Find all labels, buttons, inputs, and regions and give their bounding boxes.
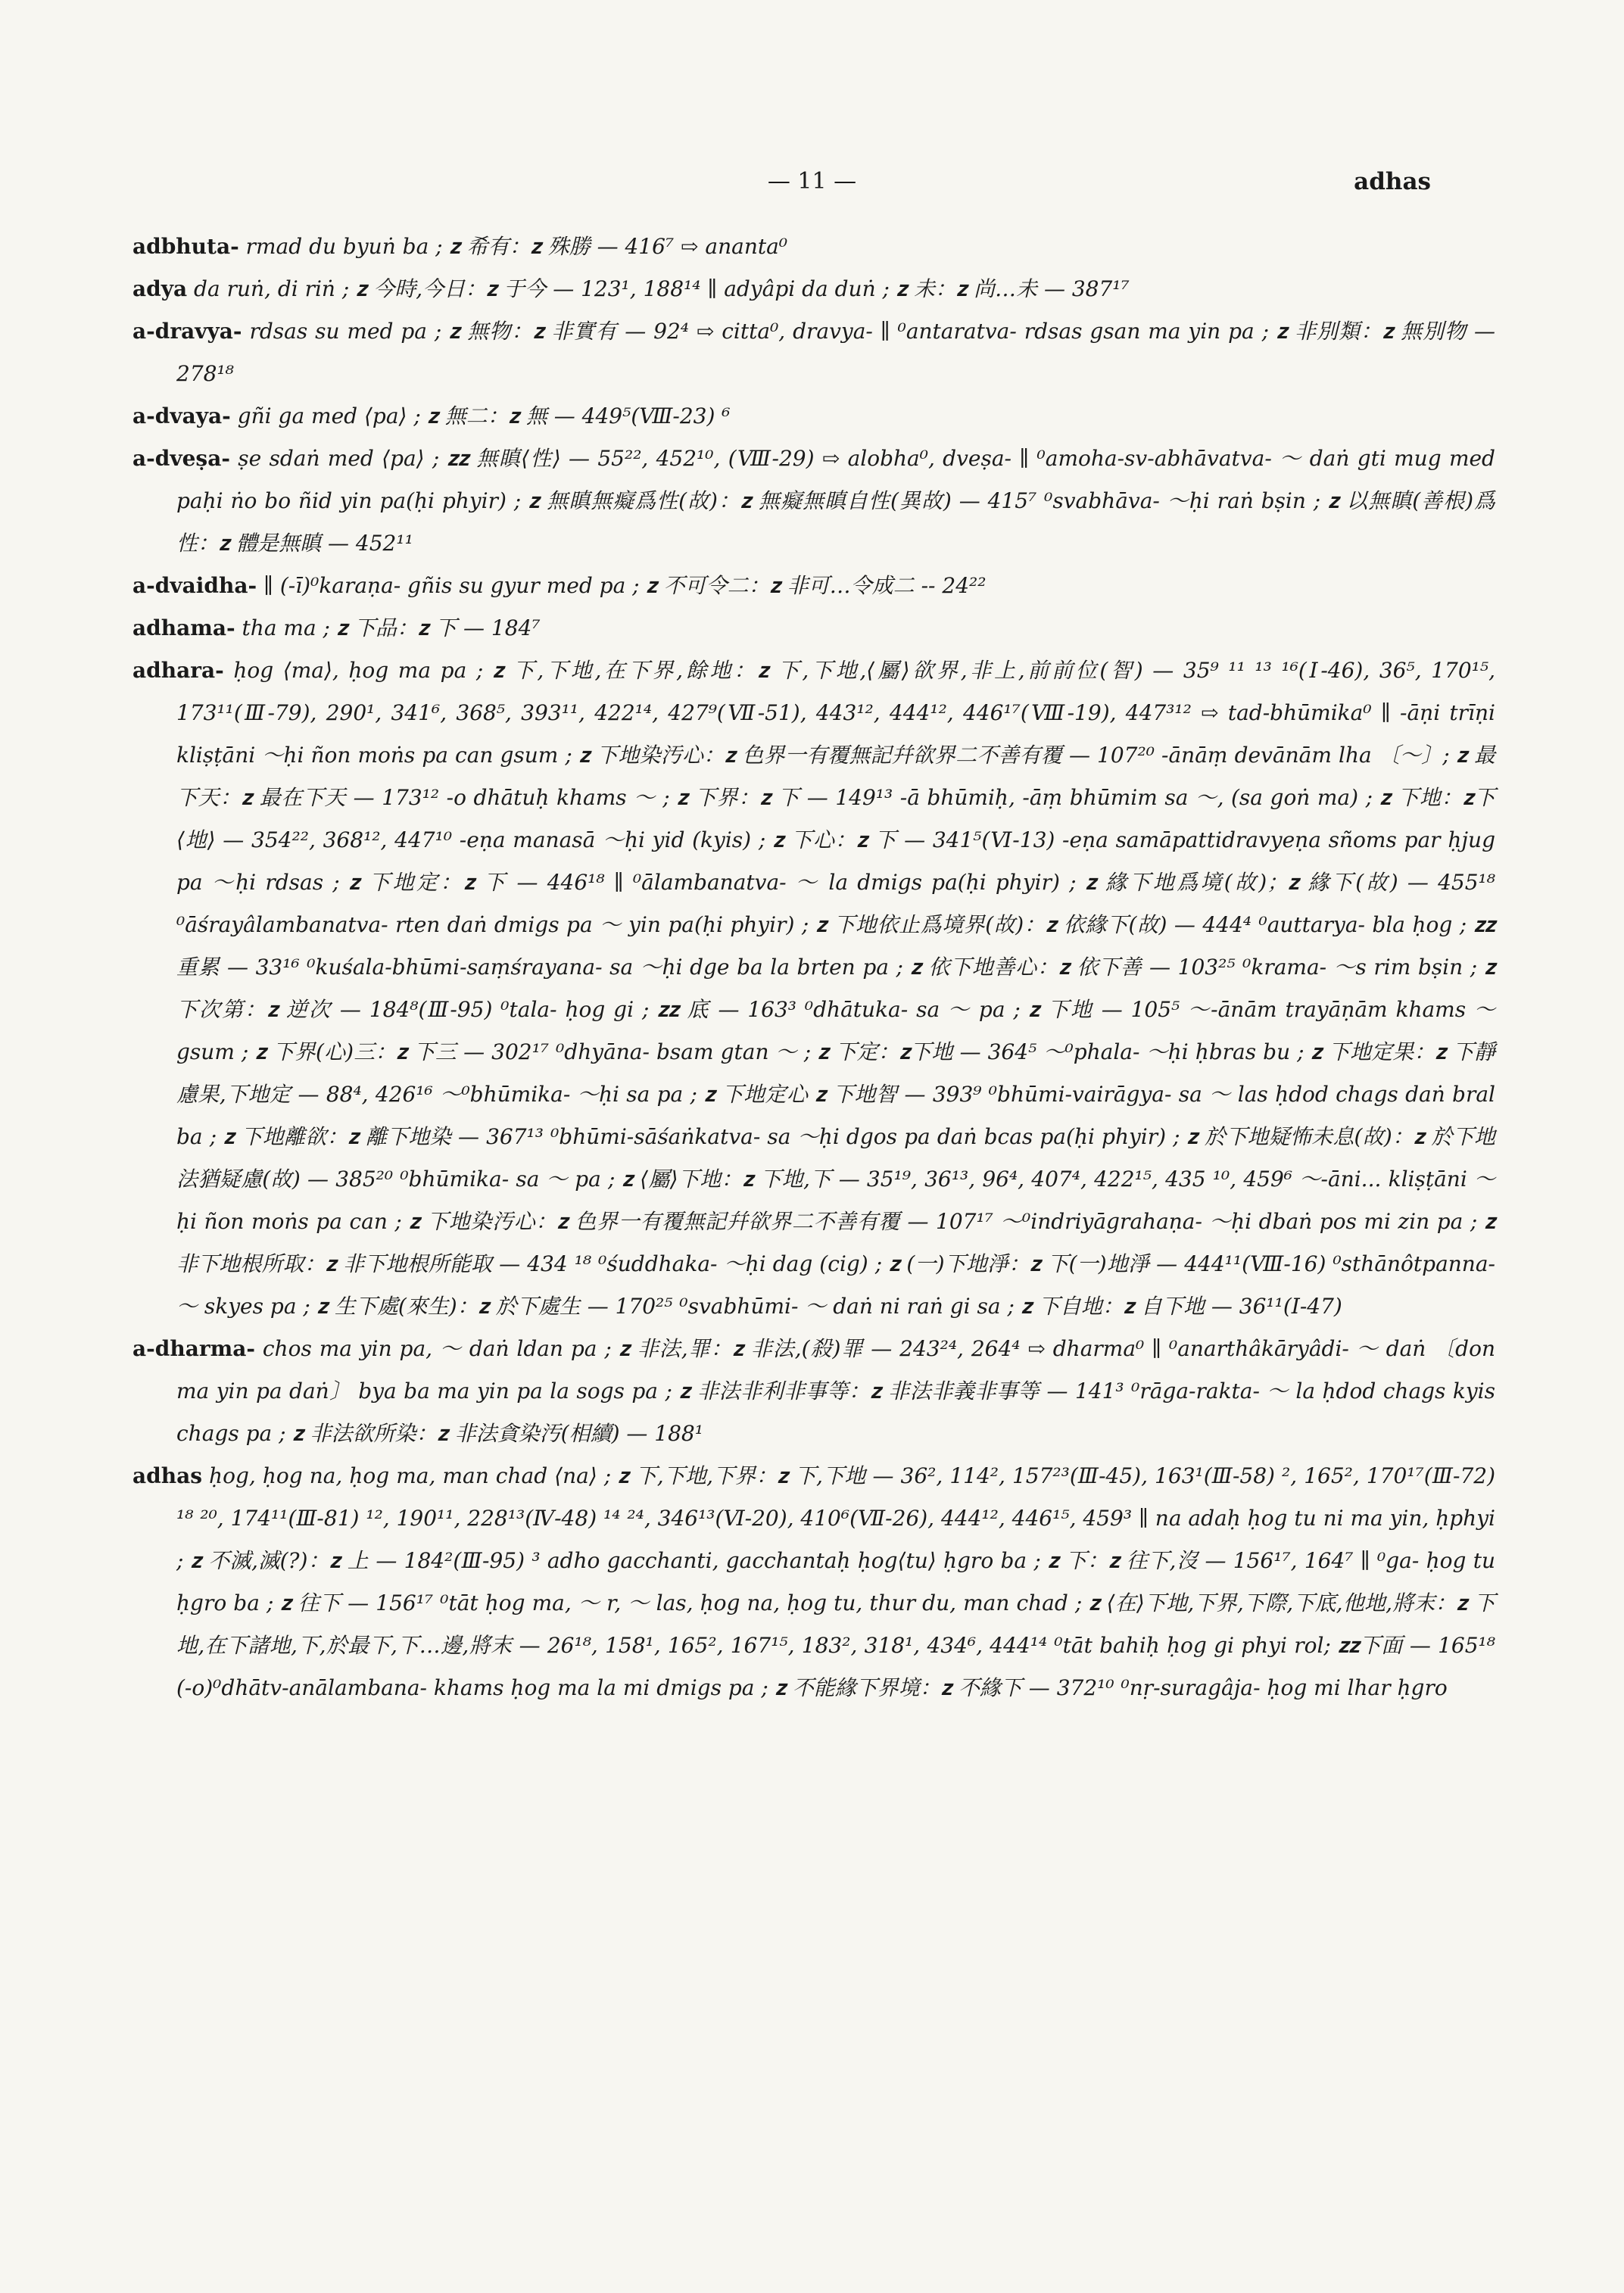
entry-headword: adhama- bbox=[132, 615, 235, 640]
entry-body: ∥ (-ī)⁰karaṇa- gñis su gyur med pa ; 𝐳 不可令二：𝐳 非可…令成二 -- 24²² bbox=[263, 573, 987, 598]
entry-headword: a-dvaya- bbox=[132, 403, 231, 428]
entry-headword: adbhuta- bbox=[132, 234, 239, 259]
entry-headword: a-dvaidha- bbox=[132, 573, 257, 598]
entry-headword: adhara- bbox=[132, 658, 224, 683]
dictionary-entry bbox=[132, 1328, 1495, 1455]
entry-body: da ruṅ, di riṅ ; 𝐳 今時,今日：𝐳 于今 — 123¹, 188¹⁴ ∥ adyâpi da duṅ ; 𝐳 未：𝐳 尚…未 — 387¹⁷ bbox=[194, 276, 1130, 301]
page-header bbox=[0, 168, 1624, 198]
dictionary-entry bbox=[132, 650, 1495, 1328]
entry-body: rmad du byuṅ ba ; 𝐳 希有：𝐳 殊勝 — 416⁷ ⇨ ananta⁰ bbox=[245, 234, 788, 259]
page-number: — 11 — bbox=[767, 168, 857, 195]
dictionary-entry bbox=[132, 438, 1495, 565]
entry-body: rdsas su med pa ; 𝐳 無物：𝐳 非實有 — 92⁴ ⇨ citta⁰, dravya- ∥ ⁰antaratva- rdsas gsan ma yin pa ; 𝐳 非別類：𝐳 無別物 — 278¹⁸ bbox=[176, 319, 1495, 386]
dictionary-entry bbox=[132, 565, 1495, 607]
entry-body: tha ma ; 𝐳 下品：𝐳 下 — 184⁷ bbox=[242, 615, 541, 640]
dictionary-entry bbox=[132, 310, 1495, 395]
dictionary-entry bbox=[132, 226, 1495, 268]
entry-body: ṣe sdaṅ med ⟨pa⟩ ; 𝐳𝐳 無瞋⟨性⟩ — 55²², 452¹⁰, (Ⅷ-29) ⇨ alobha⁰, dveṣa- ∥ ⁰amoha-sv-abhāvatva- ～ daṅ gti mug med paḥi ṅo bo ñid yin pa(ḥi phyir) ; 𝐳 無瞋無癡爲性(故)：𝐳 無癡無瞋自性(異故) — 415⁷ ⁰svabhāva- ～ḥi raṅ bṣin ; 𝐳 以無瞋(善根)爲性：𝐳 體是無瞋 — 452¹¹ bbox=[176, 446, 1495, 556]
running-head: adhas bbox=[1354, 168, 1431, 195]
dictionary-entry bbox=[132, 268, 1495, 310]
entry-headword: adhas bbox=[132, 1463, 202, 1488]
dictionary-entry bbox=[132, 607, 1495, 650]
entry-body: ḥog ⟨ma⟩, ḥog ma pa ; 𝐳 下,下地,在下界,餘地：𝐳 下,下地,⟨屬⟩欲界,非上,前前位(智) — 35⁹ ¹¹ ¹³ ¹⁶(Ⅰ-46), 36⁵, 170¹⁵, 173¹¹(Ⅲ-79), 290¹, 341⁶, 368⁵, 393¹¹, 422¹⁴, 427⁹(Ⅶ-51), 443¹², 444¹², 446¹⁷(Ⅷ-19), 447³¹² ⇨ tad-bhūmika⁰ ∥ -āṇi trīṇi kliṣṭāni ～ḥi ñon moṅs pa can gsum ; 𝐳 下地染汚心：𝐳 色界一有覆無記幷欲界二不善有覆 — 107²⁰ -ānāṃ devānām lha 〔～〕; 𝐳 最下天：𝐳 最在下天 — 173¹² -o dhātuḥ khams ～ ; 𝐳 下界：𝐳 下 — 149¹³ -ā bhūmiḥ, -āṃ bhūmim sa ～, (sa goṅ ma) ; 𝐳 下地：𝐳下⟨地⟩ — 354²², 368¹², 447¹⁰ -eṇa manasā ～ḥi yid (kyis) ; 𝐳 下心：𝐳 下 — 341⁵(Ⅵ-13) -eṇa samāpattidravyeṇa sñoms par ḥjug pa ～ḥi rdsas ; 𝐳 下地定：𝐳 下 — 446¹⁸ ∥ ⁰ālambanatva- ～ la dmigs pa(ḥi phyir) ; 𝐳 緣下地爲境(故)；𝐳 緣下(故) — 455¹⁸ ⁰āśrayâlambanatva- rten daṅ dmigs pa ～ yin pa(ḥi phyir) ; 𝐳 下地依止爲境界(故)：𝐳 依緣下(故) — 444⁴ ⁰auttarya- bla ḥog ; 𝐳𝐳 重累 — 33¹⁶ ⁰kuśala-bhūmi-saṃśrayana- sa ～ḥi dge ba la brten pa ; 𝐳 依下地善心：𝐳 依下善 — 103²⁵ ⁰krama- ～s rim bṣin ; 𝐳 下次第：𝐳 逆次 — 184⁸(Ⅲ-95) ⁰tala- ḥog gi ; 𝐳𝐳 底 — 163³ ⁰dhātuka- sa ～ pa ; 𝐳 下地 — 105⁵ ～-ānām trayāṇām khams ～ gsum ; 𝐳 下界(心)三：𝐳 下三 — 302¹⁷ ⁰dhyāna- bsam gtan ～ ; 𝐳 下定：𝐳下地 — 364⁵ ～⁰phala- ～ḥi ḥbras bu ; 𝐳 下地定果：𝐳 下靜慮果,下地定 — 88⁴, 426¹⁶ ～⁰bhūmika- ～ḥi sa pa ; 𝐳 下地定心 𝐳 下地智 — 393⁹ ⁰bhūmi-vairāgya- sa ～ las ḥdod chags daṅ bral ba ; 𝐳 下地離欲：𝐳 離下地染 — 367¹³ ⁰bhūmi-sāśaṅkatva- sa ～ḥi dgos pa daṅ bcas pa(ḥi phyir) ; 𝐳 於下地疑怖未息(故)：𝐳 於下地法猶疑慮(故) — 385²⁰ ⁰bhūmika- sa ～ pa ; 𝐳 ⟨屬⟩下地：𝐳 下地,下 — 35¹⁹, 36¹³, 96⁴, 407⁴, 422¹⁵, 435 ¹⁰, 459⁶ ～-āni... kliṣṭāni ～ḥi ñon moṅs pa can ; 𝐳 下地染汚心：𝐳 色界一有覆無記幷欲界二不善有覆 — 107¹⁷ ～⁰indriyāgrahaṇa- ～ḥi dbaṅ pos mi zin pa ; 𝐳 非下地根所取：𝐳 非下地根所能取 — 434 ¹⁸ ⁰śuddhaka- ～ḥi dag (cig) ; 𝐳 (一)下地淨：𝐳 下(一)地淨 — 444¹¹(Ⅷ-16) ⁰sthānôtpanna- ～ skyes pa ; 𝐳 生下處(來生)：𝐳 於下處生 — 170²⁵ ⁰svabhūmi- ～ daṅ ni raṅ gi sa ; 𝐳 下自地：𝐳 自下地 — 36¹¹(Ⅰ-47) bbox=[176, 658, 1495, 1319]
entry-body: chos ma yin pa, ～ daṅ ldan pa ; 𝐳 非法,罪：𝐳 非法,(殺)罪 — 243²⁴, 264⁴ ⇨ dharma⁰ ∥ ⁰anarthâkāryâdi- ～ daṅ 〔don ma yin pa daṅ〕 bya ba ma yin pa la sogs pa ; 𝐳 非法非利非事等：𝐳 非法非義非事等 — 141³ ⁰rāga-rakta- ～ la ḥdod chags kyis chags pa ; 𝐳 非法欲所染：𝐳 非法貪染汚(相續) — 188¹ bbox=[176, 1336, 1495, 1446]
entry-headword: adya bbox=[132, 276, 188, 301]
entry-list bbox=[132, 226, 1495, 1709]
entry-headword: a-dravya- bbox=[132, 319, 242, 344]
entry-body: ḥog, ḥog na, ḥog ma, man chad ⟨na⟩ ; 𝐳 下,下地,下界：𝐳 下,下地 — 36², 114², 157²³(Ⅲ-45), 163¹(Ⅲ-58) ², 165², 170¹⁷(Ⅲ-72) ¹⁸ ²⁰, 174¹¹(Ⅲ-81) ¹², 190¹¹, 228¹³(Ⅳ-48) ¹⁴ ²⁴, 346¹³(Ⅵ-20), 410⁶(Ⅶ-26), 444¹², 446¹⁵, 459³ ∥ na adaḥ ḥog tu ni ma yin, ḥphyi ; 𝐳 不滅,滅(?)：𝐳 上 — 184²(Ⅲ-95) ³ adho gacchanti, gacchantaḥ ḥog⟨tu⟩ ḥgro ba ; 𝐳 下：𝐳 往下,沒 — 156¹⁷, 164⁷ ∥ ⁰ga- ḥog tu ḥgro ba ; 𝐳 往下 — 156¹⁷ ⁰tāt ḥog ma, ～ r, ～ las, ḥog na, ḥog tu, thur du, man chad ; 𝐳 ⟨在⟩下地,下界,下際,下底,他地,將末：𝐳 下地,在下諸地,下,於最下,下…邊,將末 — 26¹⁸, 158¹, 165², 167¹⁵, 183², 318¹, 434⁶, 444¹⁴ ⁰tāt bahiḥ ḥog gi phyi rol; 𝐳𝐳下面 — 165¹⁸ (-o)⁰dhātv-anālambana- khams ḥog ma la mi dmigs pa ; 𝐳 不能緣下界境：𝐳 不緣下 — 372¹⁰ ⁰nṛ-suragâja- ḥog mi lhar ḥgro bbox=[176, 1463, 1495, 1700]
dictionary-entry bbox=[132, 395, 1495, 438]
entry-body: gñi ga med ⟨pa⟩ ; 𝐳 無二：𝐳 無 — 449⁵(Ⅷ-23) ⁶ bbox=[237, 403, 731, 428]
entry-headword: a-dveṣa- bbox=[132, 446, 230, 471]
entry-headword: a-dharma- bbox=[132, 1336, 255, 1361]
dictionary-entry bbox=[132, 1455, 1495, 1709]
